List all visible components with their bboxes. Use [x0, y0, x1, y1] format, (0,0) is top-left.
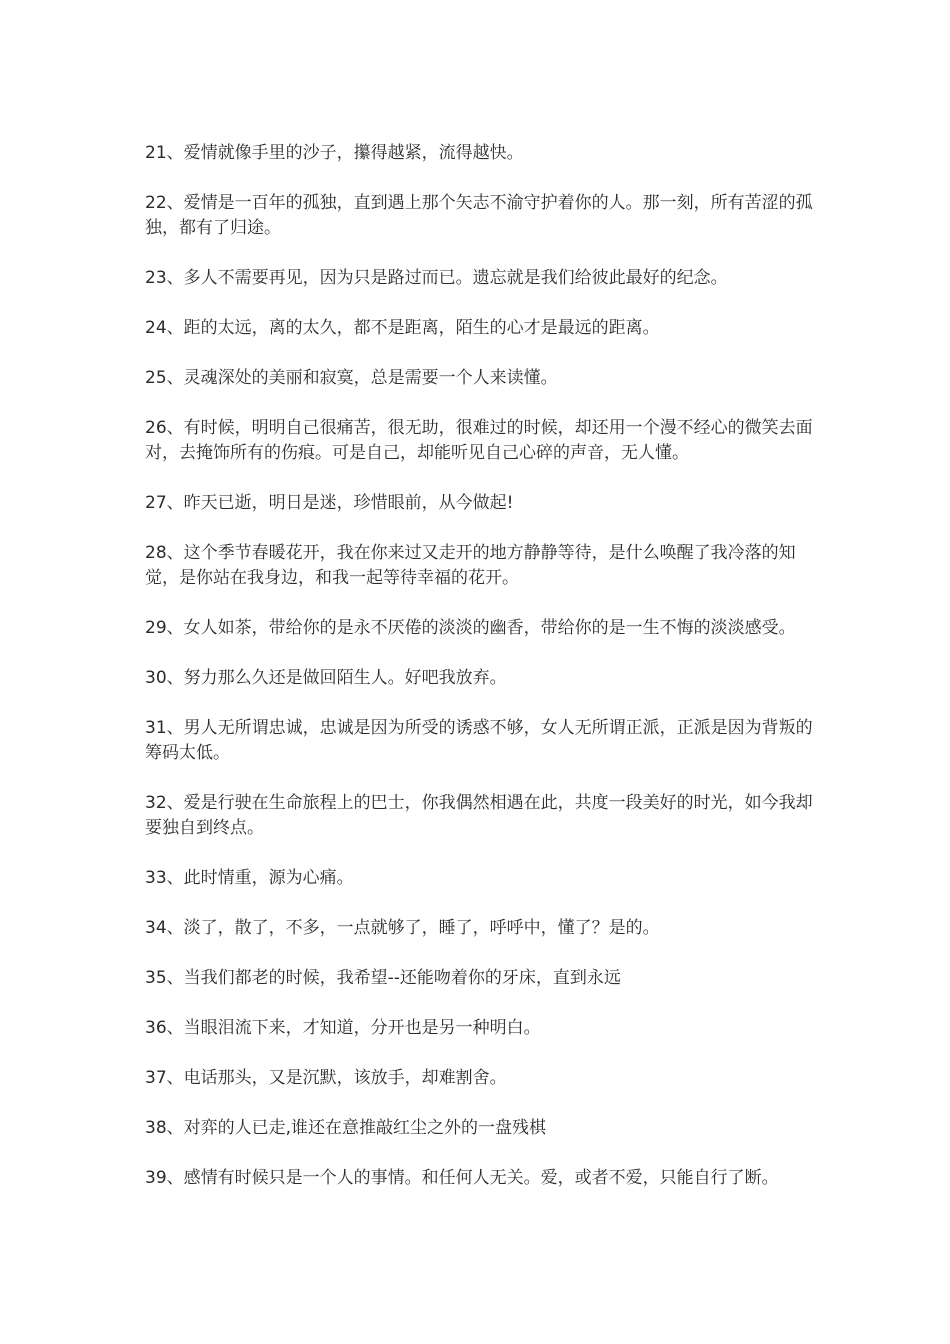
list-item: 36、当眼泪流下来，才知道，分开也是另一种明白。 [145, 1018, 541, 1038]
list-item: 39、感情有时候只是一个人的事情。和任何人无关。爱，或者不爱，只能自行了断。 [145, 1168, 779, 1188]
list-item: 21、爱情就像手里的沙子，攥得越紧，流得越快。 [145, 143, 524, 163]
document-body [145, 141, 813, 1216]
list-item: 32、爱是行驶在生命旅程上的巴士，你我偶然相遇在此，共度一段美好的时光，如今我却要独自到终点。 [145, 793, 813, 838]
list-item: 33、此时情重，源为心痛。 [145, 868, 354, 888]
list-item: 26、有时候，明明自己很痛苦，很无助，很难过的时候，却还用一个漫不经心的微笑去面对，去掩饰所有的伤痕。可是自己，却能听见自己心碎的声音，无人懂。 [145, 418, 813, 463]
list-item: 38、对弈的人已走,谁还在意推敲红尘之外的一盘残棋 [145, 1118, 547, 1138]
list-item: 28、这个季节春暖花开，我在你来过又走开的地方静静等待，是什么唤醒了我冷落的知觉，是你站在我身边，和我一起等待幸福的花开。 [145, 543, 796, 588]
list-item: 30、努力那么久还是做回陌生人。好吧我放弃。 [145, 668, 507, 688]
list-item: 31、男人无所谓忠诚，忠诚是因为所受的诱惑不够，女人无所谓正派，正派是因为背叛的筹码太低。 [145, 718, 813, 763]
list-item: 35、当我们都老的时候，我希望--还能吻着你的牙床，直到永远 [145, 968, 621, 988]
list-item: 25、灵魂深处的美丽和寂寞，总是需要一个人来读懂。 [145, 368, 558, 388]
list-item: 22、爱情是一百年的孤独，直到遇上那个矢志不渝守护着你的人。那一刻，所有苦涩的孤独，都有了归途。 [145, 193, 813, 238]
list-item: 29、女人如茶，带给你的是永不厌倦的淡淡的幽香，带给你的是一生不悔的淡淡感受。 [145, 618, 796, 638]
list-item: 34、淡了，散了，不多，一点就够了，睡了，呼呼中，懂了？是的。 [145, 918, 660, 938]
list-item: 27、昨天已逝，明日是迷，珍惜眼前，从今做起! [145, 493, 514, 513]
list-item: 37、电话那头，又是沉默，该放手，却难割舍。 [145, 1068, 507, 1088]
list-item: 23、多人不需要再见，因为只是路过而已。遗忘就是我们给彼此最好的纪念。 [145, 268, 728, 288]
list-item: 24、距的太远，离的太久，都不是距离，陌生的心才是最远的距离。 [145, 318, 660, 338]
